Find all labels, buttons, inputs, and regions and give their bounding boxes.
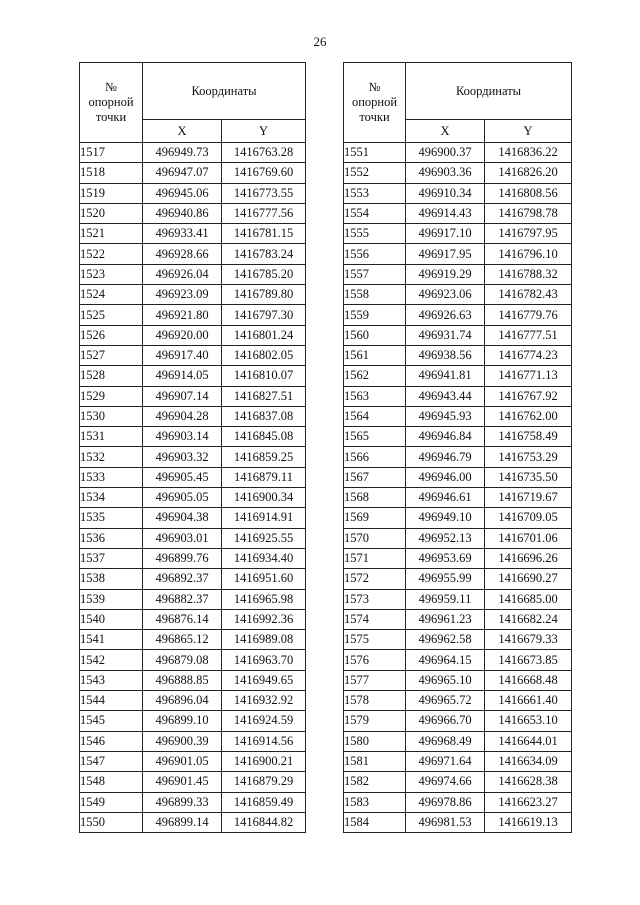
y-coordinate-cell: 1416634.09 <box>485 751 572 771</box>
x-header: X <box>143 120 222 143</box>
x-coordinate-cell: 496903.32 <box>143 447 222 467</box>
point-number-cell: 1556 <box>344 244 406 264</box>
y-coordinate-cell: 1416661.40 <box>485 691 572 711</box>
point-number-cell: 1584 <box>344 812 406 832</box>
y-coordinate-cell: 1416900.21 <box>222 751 306 771</box>
x-coordinate-cell: 496903.01 <box>143 528 222 548</box>
y-coordinate-cell: 1416679.33 <box>485 630 572 650</box>
y-coordinate-cell: 1416753.29 <box>485 447 572 467</box>
y-coordinate-cell: 1416914.56 <box>222 731 306 751</box>
x-coordinate-cell: 496978.86 <box>406 792 485 812</box>
x-coordinate-cell: 496900.37 <box>406 143 485 163</box>
point-number-cell: 1567 <box>344 467 406 487</box>
x-coordinate-cell: 496914.43 <box>406 203 485 223</box>
y-coordinate-cell: 1416826.20 <box>485 163 572 183</box>
table-body-right <box>344 143 572 833</box>
point-number-cell: 1549 <box>80 792 143 812</box>
table-row <box>80 386 306 406</box>
coordinates-header: Координаты <box>143 63 306 120</box>
x-coordinate-cell: 496940.86 <box>143 203 222 223</box>
coordinates-table-right <box>343 62 572 833</box>
x-coordinate-cell: 496966.70 <box>406 711 485 731</box>
point-number-cell: 1526 <box>80 325 143 345</box>
point-number-cell: 1551 <box>344 143 406 163</box>
table-row <box>344 143 572 163</box>
y-coordinate-cell: 1416992.36 <box>222 609 306 629</box>
point-number-cell: 1542 <box>80 650 143 670</box>
y-coordinate-cell: 1416810.07 <box>222 366 306 386</box>
y-coordinate-cell: 1416696.26 <box>485 548 572 568</box>
x-coordinate-cell: 496923.06 <box>406 285 485 305</box>
y-coordinate-cell: 1416719.67 <box>485 488 572 508</box>
y-coordinate-cell: 1416900.34 <box>222 488 306 508</box>
point-number-cell: 1579 <box>344 711 406 731</box>
table-row <box>80 447 306 467</box>
x-coordinate-cell: 496919.29 <box>406 264 485 284</box>
point-number-cell: 1548 <box>80 772 143 792</box>
x-coordinate-cell: 496923.09 <box>143 285 222 305</box>
y-coordinate-cell: 1416989.08 <box>222 630 306 650</box>
point-number-cell: 1537 <box>80 548 143 568</box>
table-row <box>80 528 306 548</box>
point-number-cell: 1581 <box>344 751 406 771</box>
table-row <box>80 731 306 751</box>
point-number-cell: 1550 <box>80 812 143 832</box>
point-number-cell: 1561 <box>344 345 406 365</box>
x-coordinate-cell: 496926.04 <box>143 264 222 284</box>
point-number-cell: 1517 <box>80 143 143 163</box>
point-number-cell: 1532 <box>80 447 143 467</box>
point-number-cell: 1546 <box>80 731 143 751</box>
table-row <box>80 244 306 264</box>
point-number-cell: 1559 <box>344 305 406 325</box>
table-row <box>344 670 572 690</box>
y-coordinate-cell: 1416859.25 <box>222 447 306 467</box>
point-number-cell: 1557 <box>344 264 406 284</box>
x-coordinate-cell: 496901.05 <box>143 751 222 771</box>
y-coordinate-cell: 1416879.11 <box>222 467 306 487</box>
x-header: X <box>406 120 485 143</box>
x-coordinate-cell: 496914.05 <box>143 366 222 386</box>
table-row <box>344 711 572 731</box>
x-coordinate-cell: 496945.93 <box>406 406 485 426</box>
point-number-cell: 1568 <box>344 488 406 508</box>
table-row <box>80 143 306 163</box>
point-number-cell: 1547 <box>80 751 143 771</box>
x-coordinate-cell: 496899.10 <box>143 711 222 731</box>
table-row <box>80 366 306 386</box>
table-row <box>344 305 572 325</box>
y-coordinate-cell: 1416785.20 <box>222 264 306 284</box>
point-number-header: № опорной точки <box>80 63 143 143</box>
table-row <box>80 406 306 426</box>
x-coordinate-cell: 496961.23 <box>406 609 485 629</box>
x-coordinate-cell: 496905.05 <box>143 488 222 508</box>
x-coordinate-cell: 496965.72 <box>406 691 485 711</box>
point-number-cell: 1530 <box>80 406 143 426</box>
table-row <box>80 711 306 731</box>
point-number-cell: 1582 <box>344 772 406 792</box>
x-coordinate-cell: 496946.84 <box>406 427 485 447</box>
x-coordinate-cell: 496964.15 <box>406 650 485 670</box>
point-number-cell: 1519 <box>80 183 143 203</box>
table-row <box>344 792 572 812</box>
y-coordinate-cell: 1416763.28 <box>222 143 306 163</box>
point-number-cell: 1563 <box>344 386 406 406</box>
table-row <box>344 488 572 508</box>
point-number-cell: 1575 <box>344 630 406 650</box>
point-number-cell: 1580 <box>344 731 406 751</box>
point-number-cell: 1569 <box>344 508 406 528</box>
point-number-cell: 1536 <box>80 528 143 548</box>
table-row <box>344 264 572 284</box>
y-coordinate-cell: 1416783.24 <box>222 244 306 264</box>
point-number-cell: 1533 <box>80 467 143 487</box>
y-coordinate-cell: 1416797.30 <box>222 305 306 325</box>
point-number-cell: 1574 <box>344 609 406 629</box>
y-coordinate-cell: 1416773.55 <box>222 183 306 203</box>
x-coordinate-cell: 496971.64 <box>406 751 485 771</box>
point-number-cell: 1545 <box>80 711 143 731</box>
y-coordinate-cell: 1416701.06 <box>485 528 572 548</box>
x-coordinate-cell: 496968.49 <box>406 731 485 751</box>
point-number-cell: 1555 <box>344 224 406 244</box>
table-row <box>344 285 572 305</box>
x-coordinate-cell: 496907.14 <box>143 386 222 406</box>
y-coordinate-cell: 1416925.55 <box>222 528 306 548</box>
x-coordinate-cell: 496947.07 <box>143 163 222 183</box>
table-row <box>344 528 572 548</box>
y-coordinate-cell: 1416777.51 <box>485 325 572 345</box>
point-number-cell: 1558 <box>344 285 406 305</box>
x-coordinate-cell: 496896.04 <box>143 691 222 711</box>
y-coordinate-cell: 1416963.70 <box>222 650 306 670</box>
y-coordinate-cell: 1416788.32 <box>485 264 572 284</box>
table-row <box>344 406 572 426</box>
x-coordinate-cell: 496904.28 <box>143 406 222 426</box>
x-coordinate-cell: 496974.66 <box>406 772 485 792</box>
x-coordinate-cell: 496904.38 <box>143 508 222 528</box>
point-number-cell: 1553 <box>344 183 406 203</box>
point-number-cell: 1578 <box>344 691 406 711</box>
x-coordinate-cell: 496917.95 <box>406 244 485 264</box>
x-coordinate-cell: 496931.74 <box>406 325 485 345</box>
point-number-cell: 1531 <box>80 427 143 447</box>
y-coordinate-cell: 1416673.85 <box>485 650 572 670</box>
x-coordinate-cell: 496965.10 <box>406 670 485 690</box>
y-coordinate-cell: 1416836.22 <box>485 143 572 163</box>
point-number-cell: 1539 <box>80 589 143 609</box>
y-coordinate-cell: 1416789.80 <box>222 285 306 305</box>
point-number-cell: 1527 <box>80 345 143 365</box>
table-row <box>344 548 572 568</box>
y-coordinate-cell: 1416845.08 <box>222 427 306 447</box>
x-coordinate-cell: 496981.53 <box>406 812 485 832</box>
table-row <box>344 467 572 487</box>
point-number-cell: 1583 <box>344 792 406 812</box>
y-coordinate-cell: 1416690.27 <box>485 569 572 589</box>
point-number-cell: 1543 <box>80 670 143 690</box>
y-coordinate-cell: 1416685.00 <box>485 589 572 609</box>
table-row <box>80 183 306 203</box>
point-number-cell: 1541 <box>80 630 143 650</box>
y-coordinate-cell: 1416844.82 <box>222 812 306 832</box>
y-coordinate-cell: 1416644.01 <box>485 731 572 751</box>
point-number-cell: 1529 <box>80 386 143 406</box>
table-row <box>344 609 572 629</box>
point-number-cell: 1564 <box>344 406 406 426</box>
y-coordinate-cell: 1416932.92 <box>222 691 306 711</box>
y-coordinate-cell: 1416965.98 <box>222 589 306 609</box>
point-number-cell: 1571 <box>344 548 406 568</box>
x-coordinate-cell: 496917.40 <box>143 345 222 365</box>
table-row <box>80 345 306 365</box>
x-coordinate-cell: 496955.99 <box>406 569 485 589</box>
y-coordinate-cell: 1416628.38 <box>485 772 572 792</box>
table-row <box>344 183 572 203</box>
x-coordinate-cell: 496943.44 <box>406 386 485 406</box>
x-coordinate-cell: 496910.34 <box>406 183 485 203</box>
y-coordinate-cell: 1416801.24 <box>222 325 306 345</box>
y-coordinate-cell: 1416668.48 <box>485 670 572 690</box>
x-coordinate-cell: 496876.14 <box>143 609 222 629</box>
table-row <box>80 650 306 670</box>
x-coordinate-cell: 496949.73 <box>143 143 222 163</box>
table-row <box>80 285 306 305</box>
point-number-cell: 1577 <box>344 670 406 690</box>
table-row <box>80 264 306 284</box>
table-row <box>80 792 306 812</box>
page-number: 26 <box>313 34 327 49</box>
table-row <box>80 224 306 244</box>
point-number-cell: 1572 <box>344 569 406 589</box>
table-row <box>344 812 572 832</box>
y-coordinate-cell: 1416735.50 <box>485 467 572 487</box>
point-number-cell: 1538 <box>80 569 143 589</box>
table-row <box>344 630 572 650</box>
y-coordinate-cell: 1416781.15 <box>222 224 306 244</box>
table-row <box>80 203 306 223</box>
x-coordinate-cell: 496946.00 <box>406 467 485 487</box>
table-row <box>344 345 572 365</box>
x-coordinate-cell: 496888.85 <box>143 670 222 690</box>
y-coordinate-cell: 1416769.60 <box>222 163 306 183</box>
table-row <box>80 609 306 629</box>
x-coordinate-cell: 496892.37 <box>143 569 222 589</box>
table-row <box>80 305 306 325</box>
x-coordinate-cell: 496899.76 <box>143 548 222 568</box>
table-row <box>80 630 306 650</box>
x-coordinate-cell: 496946.79 <box>406 447 485 467</box>
y-coordinate-cell: 1416802.05 <box>222 345 306 365</box>
point-number-header: № опорной точки <box>344 63 406 143</box>
point-number-cell: 1540 <box>80 609 143 629</box>
x-coordinate-cell: 496899.14 <box>143 812 222 832</box>
point-number-cell: 1522 <box>80 244 143 264</box>
point-number-cell: 1552 <box>344 163 406 183</box>
point-number-cell: 1525 <box>80 305 143 325</box>
point-number-cell: 1573 <box>344 589 406 609</box>
y-coordinate-cell: 1416771.13 <box>485 366 572 386</box>
table-row <box>80 163 306 183</box>
y-coordinate-cell: 1416619.13 <box>485 812 572 832</box>
table-row <box>80 427 306 447</box>
x-coordinate-cell: 496879.08 <box>143 650 222 670</box>
y-coordinate-cell: 1416951.60 <box>222 569 306 589</box>
table-row <box>80 508 306 528</box>
point-number-cell: 1520 <box>80 203 143 223</box>
y-coordinate-cell: 1416796.10 <box>485 244 572 264</box>
table-row <box>80 488 306 508</box>
point-number-cell: 1528 <box>80 366 143 386</box>
table-row <box>80 467 306 487</box>
point-number-cell: 1566 <box>344 447 406 467</box>
table-row <box>80 548 306 568</box>
x-coordinate-cell: 496901.45 <box>143 772 222 792</box>
x-coordinate-cell: 496900.39 <box>143 731 222 751</box>
y-coordinate-cell: 1416914.91 <box>222 508 306 528</box>
y-coordinate-cell: 1416949.65 <box>222 670 306 690</box>
y-coordinate-cell: 1416762.00 <box>485 406 572 426</box>
x-coordinate-cell: 496949.10 <box>406 508 485 528</box>
table-row <box>344 691 572 711</box>
table-row <box>80 691 306 711</box>
y-coordinate-cell: 1416779.76 <box>485 305 572 325</box>
x-coordinate-cell: 496938.56 <box>406 345 485 365</box>
x-coordinate-cell: 496882.37 <box>143 589 222 609</box>
x-coordinate-cell: 496903.36 <box>406 163 485 183</box>
y-coordinate-cell: 1416798.78 <box>485 203 572 223</box>
table-row <box>344 224 572 244</box>
x-coordinate-cell: 496946.61 <box>406 488 485 508</box>
x-coordinate-cell: 496920.00 <box>143 325 222 345</box>
table-row <box>344 386 572 406</box>
point-number-cell: 1524 <box>80 285 143 305</box>
x-coordinate-cell: 496903.14 <box>143 427 222 447</box>
y-coordinate-cell: 1416653.10 <box>485 711 572 731</box>
point-number-cell: 1562 <box>344 366 406 386</box>
x-coordinate-cell: 496917.10 <box>406 224 485 244</box>
y-coordinate-cell: 1416934.40 <box>222 548 306 568</box>
table-row <box>80 589 306 609</box>
y-coordinate-cell: 1416808.56 <box>485 183 572 203</box>
table-row <box>344 751 572 771</box>
table-row <box>80 325 306 345</box>
x-coordinate-cell: 496945.06 <box>143 183 222 203</box>
x-coordinate-cell: 496953.69 <box>406 548 485 568</box>
point-number-cell: 1523 <box>80 264 143 284</box>
y-coordinate-cell: 1416758.49 <box>485 427 572 447</box>
point-number-cell: 1554 <box>344 203 406 223</box>
x-coordinate-cell: 496926.63 <box>406 305 485 325</box>
table-row <box>344 772 572 792</box>
table-row <box>344 731 572 751</box>
point-number-cell: 1521 <box>80 224 143 244</box>
table-row <box>80 772 306 792</box>
table-row <box>344 163 572 183</box>
y-coordinate-cell: 1416709.05 <box>485 508 572 528</box>
point-number-cell: 1576 <box>344 650 406 670</box>
table-row <box>344 203 572 223</box>
table-row <box>80 812 306 832</box>
x-coordinate-cell: 496928.66 <box>143 244 222 264</box>
x-coordinate-cell: 496962.58 <box>406 630 485 650</box>
y-coordinate-cell: 1416859.49 <box>222 792 306 812</box>
table-row <box>344 244 572 264</box>
y-coordinate-cell: 1416774.23 <box>485 345 572 365</box>
table-row <box>344 650 572 670</box>
y-coordinate-cell: 1416777.56 <box>222 203 306 223</box>
table-row <box>344 427 572 447</box>
y-header: Y <box>485 120 572 143</box>
x-coordinate-cell: 496905.45 <box>143 467 222 487</box>
y-coordinate-cell: 1416797.95 <box>485 224 572 244</box>
table-row <box>80 569 306 589</box>
table-row <box>344 447 572 467</box>
y-coordinate-cell: 1416623.27 <box>485 792 572 812</box>
table-row <box>344 569 572 589</box>
table-row <box>344 589 572 609</box>
point-number-cell: 1565 <box>344 427 406 447</box>
x-coordinate-cell: 496933.41 <box>143 224 222 244</box>
coordinates-header: Координаты <box>406 63 572 120</box>
point-number-cell: 1534 <box>80 488 143 508</box>
table-row <box>80 751 306 771</box>
point-number-cell: 1570 <box>344 528 406 548</box>
x-coordinate-cell: 496865.12 <box>143 630 222 650</box>
y-header: Y <box>222 120 306 143</box>
y-coordinate-cell: 1416827.51 <box>222 386 306 406</box>
point-number-cell: 1518 <box>80 163 143 183</box>
x-coordinate-cell: 496899.33 <box>143 792 222 812</box>
y-coordinate-cell: 1416767.92 <box>485 386 572 406</box>
x-coordinate-cell: 496921.80 <box>143 305 222 325</box>
table-row <box>80 670 306 690</box>
x-coordinate-cell: 496959.11 <box>406 589 485 609</box>
x-coordinate-cell: 496941.81 <box>406 366 485 386</box>
point-number-cell: 1560 <box>344 325 406 345</box>
y-coordinate-cell: 1416879.29 <box>222 772 306 792</box>
table-body-left <box>80 143 306 833</box>
coordinates-table-left <box>79 62 306 833</box>
table-row <box>344 366 572 386</box>
y-coordinate-cell: 1416924.59 <box>222 711 306 731</box>
x-coordinate-cell: 496952.13 <box>406 528 485 548</box>
y-coordinate-cell: 1416782.43 <box>485 285 572 305</box>
y-coordinate-cell: 1416682.24 <box>485 609 572 629</box>
y-coordinate-cell: 1416837.08 <box>222 406 306 426</box>
point-number-cell: 1535 <box>80 508 143 528</box>
point-number-cell: 1544 <box>80 691 143 711</box>
table-row <box>344 325 572 345</box>
table-row <box>344 508 572 528</box>
